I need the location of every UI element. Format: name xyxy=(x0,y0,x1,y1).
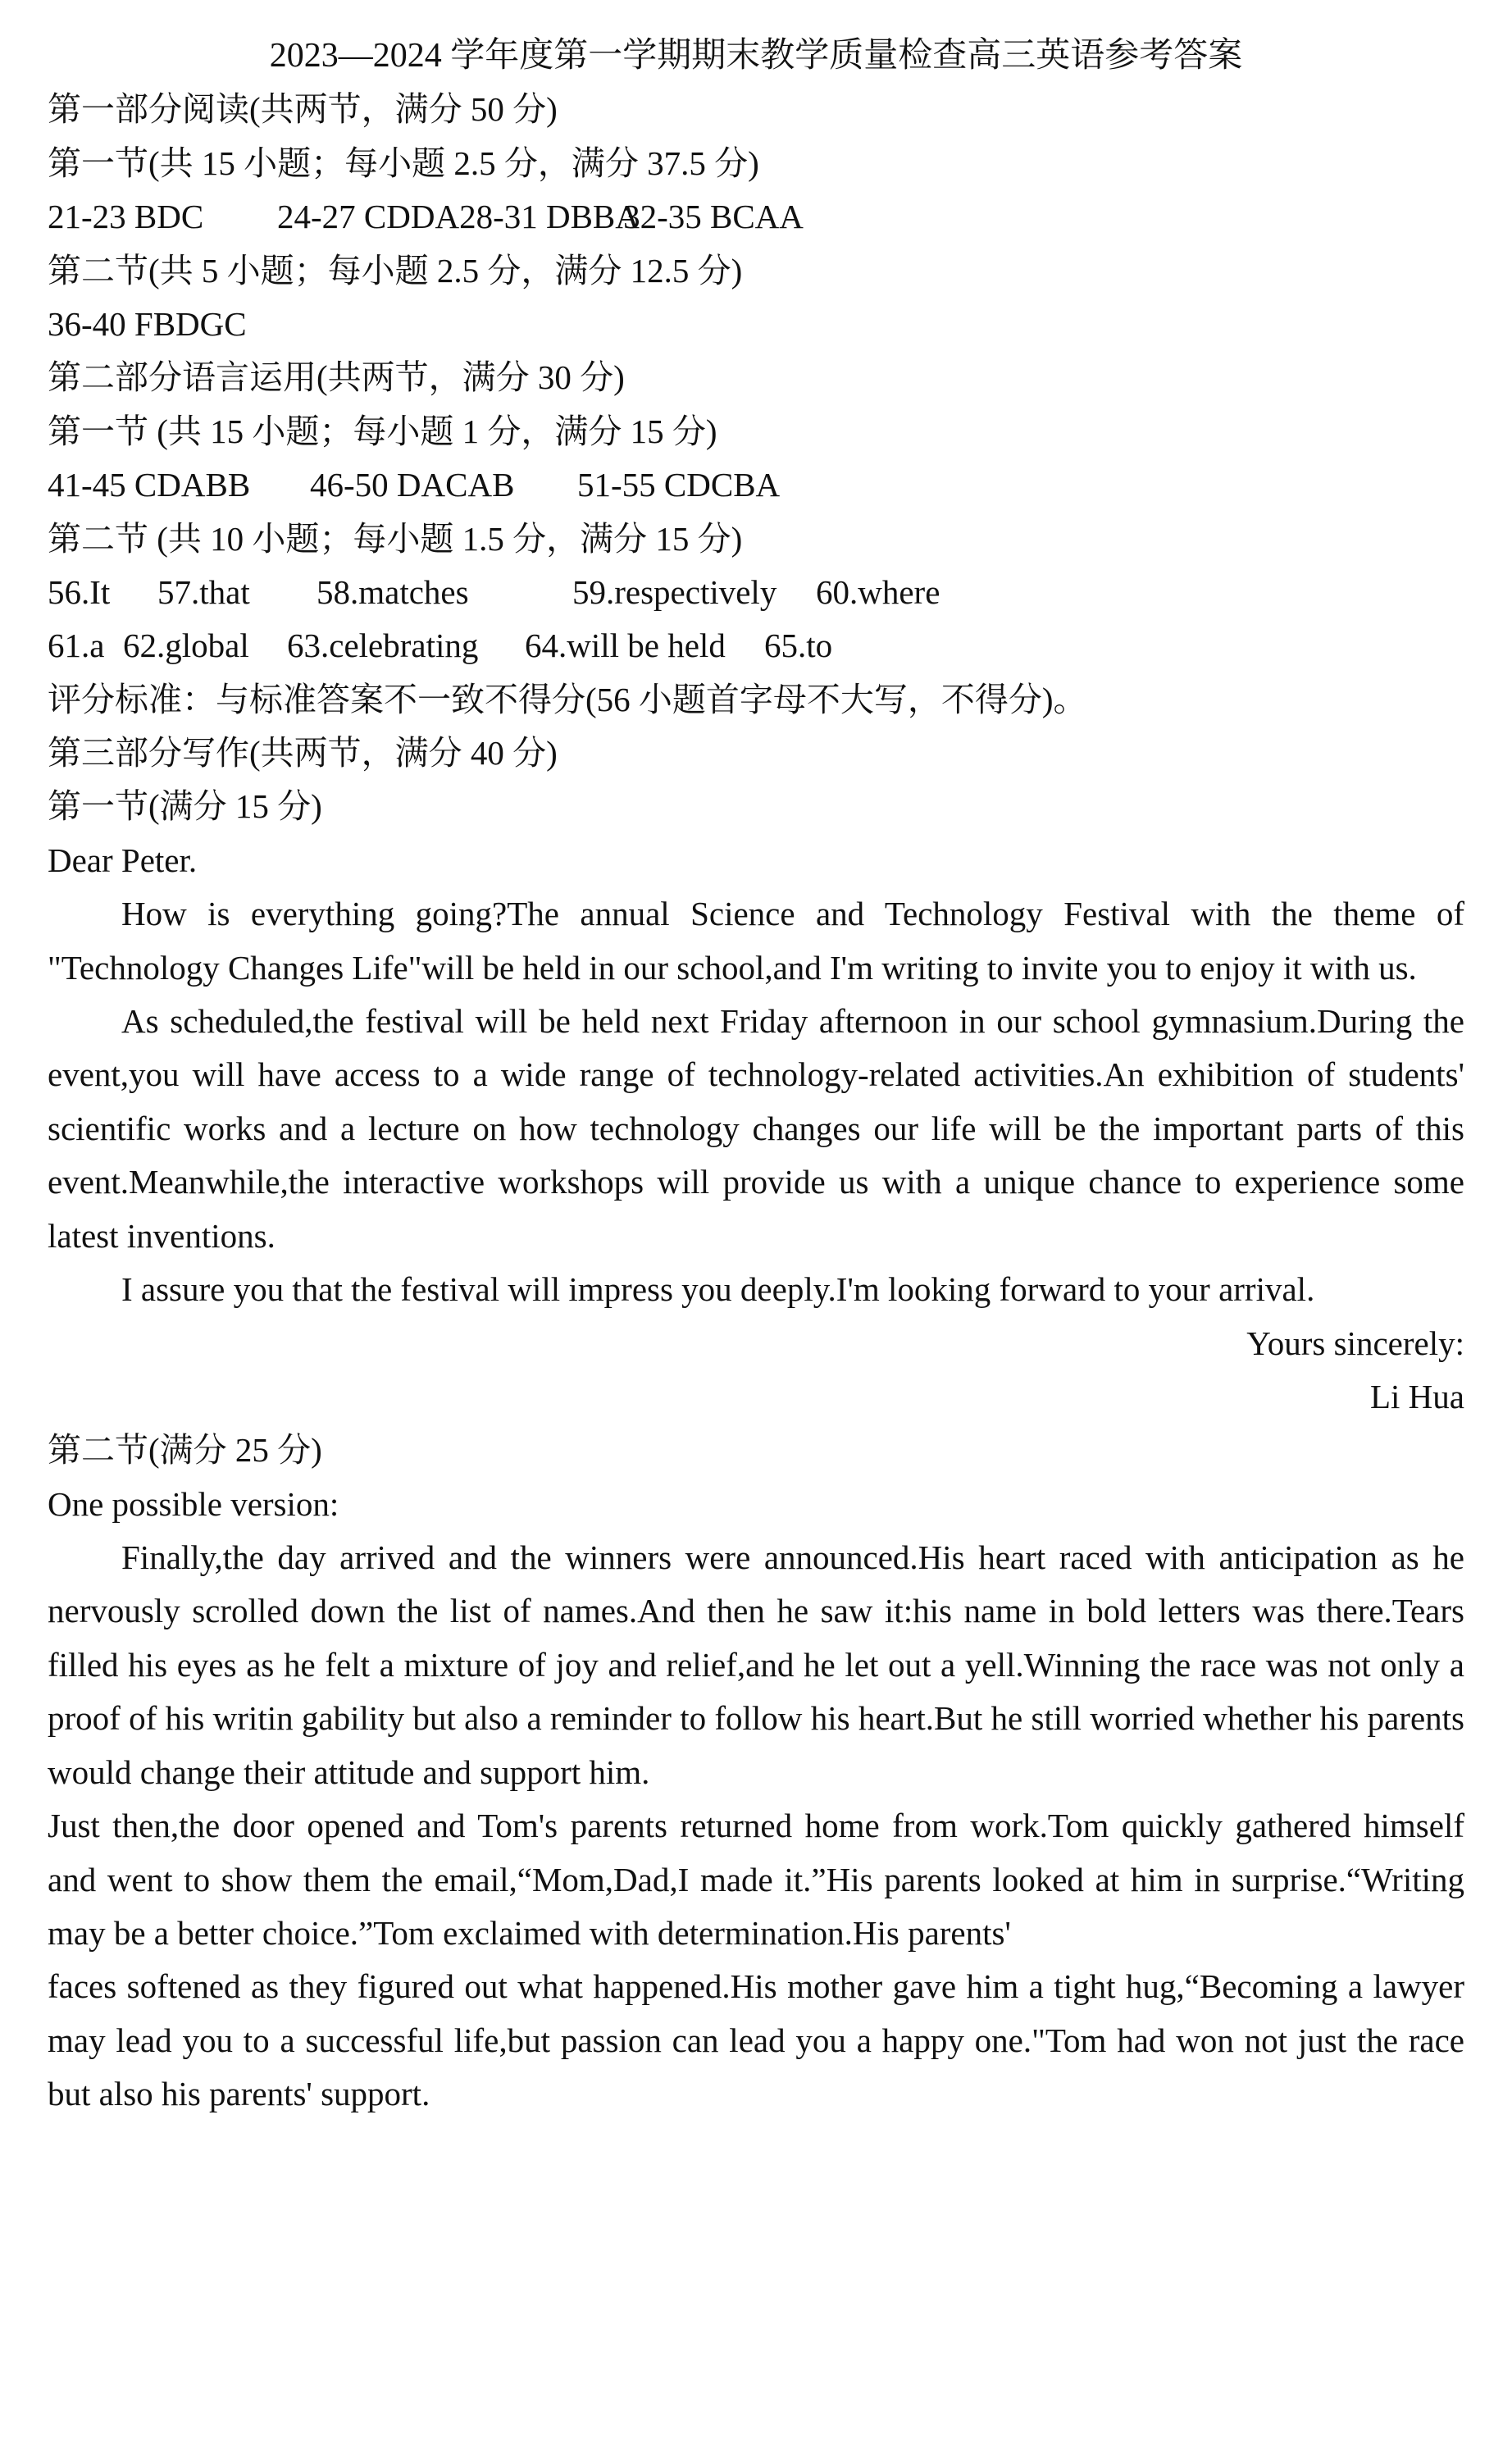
answer-item: 61.a xyxy=(48,627,105,665)
letter-paragraph: I assure you that the festival will impress you deeply.I'm looking forward to your arrival. xyxy=(121,1270,1315,1309)
story-paragraph: faces softened as they figured out what happened.His mother gave him a tight hug,“Becoming a lawyer may lead you to a successful life,but passion can lead you a happy one."Tom had won not just the race but also his parents' support. xyxy=(48,1967,1464,2113)
part2-section2-row2 xyxy=(48,619,1464,672)
answer-group: 24-27 CDDA xyxy=(277,198,460,236)
part2-section1-answers xyxy=(48,458,1464,512)
answer-group: 32-35 BCAA xyxy=(623,198,804,236)
answer-group: 46-50 DACAB xyxy=(310,466,515,504)
answer-group: 28-31 DBBA xyxy=(459,198,640,236)
story-paragraph: Just then,the door opened and Tom's parents returned home from work.Tom quickly gathered himself and went to show them the email,“Mom,Dad,I made it.”His parents looked at him in surprise.“Writing may be a better choice.”Tom exclaimed with determination.His parents' xyxy=(48,1807,1464,1952)
part2-section1-heading: 第一节 (共 15 小题；每小题 1 分，满分 15 分) xyxy=(48,412,717,450)
letter-paragraph: How is everything going?The annual Science and Technology Festival with the theme of "Technology Changes Life"will be held in our school,and I'm writing to invite you to enjoy it with us. xyxy=(48,895,1464,987)
part3-heading: 第三部分写作(共两节，满分 40 分) xyxy=(48,734,558,773)
page-title: 2023—2024 学年度第一学期期末教学质量检查高三英语参考答案 xyxy=(269,37,1243,75)
answer-group: 51-55 CDCBA xyxy=(577,466,781,504)
scoring-note: 评分标准：与标准答案不一致不得分(56 小题首字母不大写，不得分)。 xyxy=(48,680,1087,718)
answer-item: 63.celebrating xyxy=(287,627,479,665)
answer-item: 64.will be held xyxy=(525,627,726,665)
answer-group: 41-45 CDABB xyxy=(48,466,251,504)
letter-paragraph: As scheduled,the festival will be held next Friday afternoon in our school gymnasium.During the event,you will have access to a wide range of technology-related activities.An exhibition of students' scientific works and a lecture on how technology changes our life will be the important parts of this event.Meanwhile,the interactive workshops will provide us with a unique chance to experience some latest inventions. xyxy=(48,1002,1464,1255)
answer-group: 21-23 BDC xyxy=(48,198,204,236)
part1-section2-answers: 36-40 FBDGC xyxy=(48,304,247,343)
part2-heading: 第二部分语言运用(共两节，满分 30 分) xyxy=(48,358,625,397)
part2-section2-row1 xyxy=(48,566,1464,619)
part1-heading: 第一部分阅读(共两节，满分 50 分) xyxy=(48,90,558,129)
letter-signature: Li Hua xyxy=(1370,1377,1464,1415)
part1-section2-heading: 第二节(共 5 小题；每小题 2.5 分，满分 12.5 分) xyxy=(48,251,743,289)
answer-item: 60.where xyxy=(816,572,940,611)
answer-item: 56.It xyxy=(48,572,111,611)
answer-item: 57.that xyxy=(157,572,250,611)
answer-item: 62.global xyxy=(123,627,249,665)
part1-section1-answers xyxy=(48,190,1464,244)
part2-section2-heading: 第二节 (共 10 小题；每小题 1.5 分，满分 15 分) xyxy=(48,519,743,558)
version-label: One possible version: xyxy=(48,1484,339,1523)
story-paragraph: Finally,the day arrived and the winners were announced.His heart raced with anticipation as he nervously scrolled down the list of names.And then he saw it:his name in bold letters was there.Tears filled his eyes as he felt a mixture of joy and relief,and he let out a yell.Winning the race was not only a proof of his writin gability but also a reminder to follow his heart.But he still worried whether his parents would change their attitude and support him. xyxy=(48,1538,1464,1791)
letter-greeting: Dear Peter. xyxy=(48,841,198,879)
part1-section1-heading: 第一节(共 15 小题；每小题 2.5 分，满分 37.5 分) xyxy=(48,144,759,182)
answer-item: 58.matches xyxy=(317,572,469,611)
answer-sheet xyxy=(48,30,1464,2122)
letter-closing: Yours sincerely: xyxy=(1246,1324,1464,1362)
answer-item: 65.to xyxy=(764,627,833,665)
part3-section2-heading: 第二节(满分 25 分) xyxy=(48,1431,322,1470)
answer-item: 59.respectively xyxy=(572,572,777,611)
part3-section1-heading: 第一节(满分 15 分) xyxy=(48,787,322,826)
